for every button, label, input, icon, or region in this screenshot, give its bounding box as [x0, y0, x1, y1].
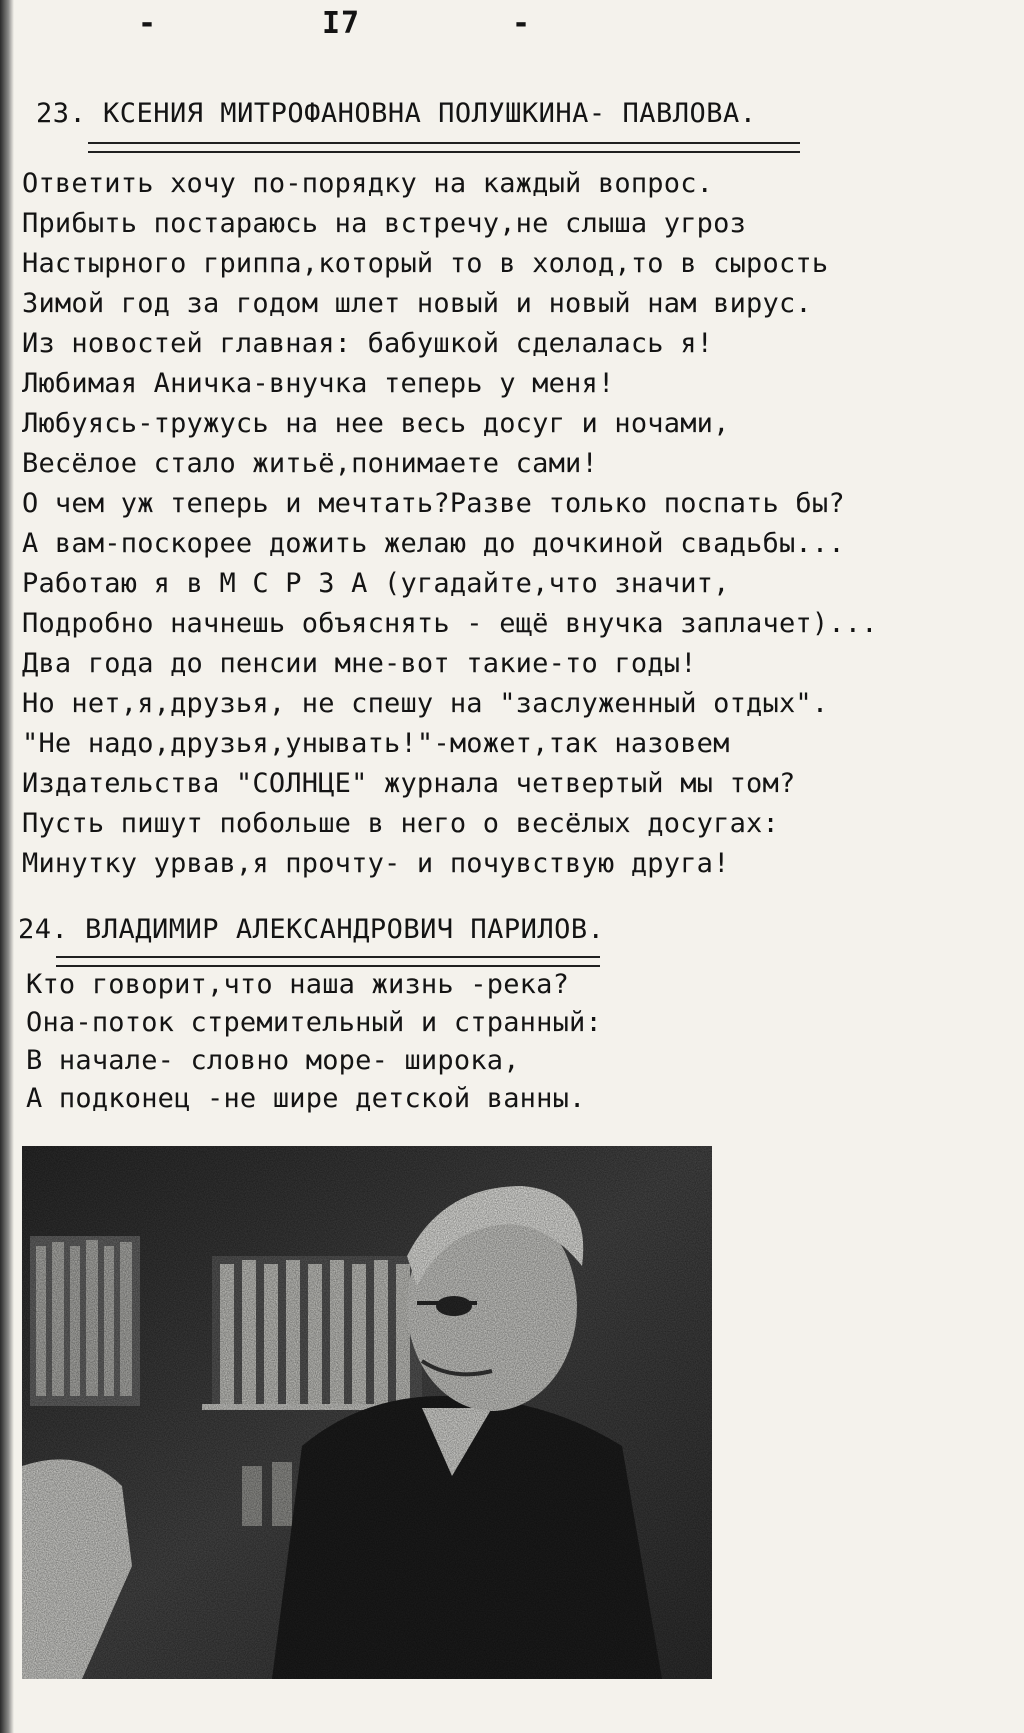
- page-header: [0, 6, 1024, 46]
- poem-24: [26, 966, 602, 1118]
- section-title-23: 23. КСЕНИЯ МИТРОФАНОВНА ПОЛУШКИНА- ПАВЛОВА.: [36, 98, 757, 129]
- poem-line: Работаю я в М С Р З А (угадайте,что значит,: [22, 568, 730, 599]
- poem-line: Весёлое стало житьё,понимаете сами!: [22, 448, 598, 479]
- poem-23: [22, 164, 878, 884]
- poem-line: Любимая Аничка-внучка теперь у меня!: [22, 368, 615, 399]
- header-dash-left: -: [138, 6, 157, 41]
- poem-line: Любуясь-тружусь на нее весь досуг и ночами,: [22, 408, 730, 439]
- binding-edge: [0, 0, 14, 1733]
- poem-line: "Не надо,друзья,унывать!"-может,так назовем: [22, 728, 730, 759]
- page-number: I7: [322, 6, 361, 41]
- poem-line: Настырного гриппа,который то в холод,то в сырость: [22, 248, 829, 279]
- poem-line: А подконец -не шире детской ванны.: [26, 1083, 586, 1114]
- poem-line: В начале- словно море- широка,: [26, 1045, 520, 1076]
- poem-line: Два года до пенсии мне-вот такие-то годы!: [22, 648, 697, 679]
- portrait-photo: [22, 1146, 712, 1679]
- poem-line: Издательства "СОЛНЦЕ" журнала четвертый мы том?: [22, 768, 796, 799]
- poem-line: Подробно начнешь объяснять - ещё внучка заплачет)...: [22, 608, 878, 639]
- poem-line: Зимой год за годом шлет новый и новый нам вирус.: [22, 288, 812, 319]
- header-dash-right: -: [512, 6, 531, 41]
- poem-line: Кто говорит,что наша жизнь -река?: [26, 969, 570, 1000]
- poem-line: Она-поток стремительный и странный:: [26, 1007, 602, 1038]
- poem-line: Пусть пишут побольше в него о весёлых досугах:: [22, 808, 779, 839]
- section-title-24: 24. ВЛАДИМИР АЛЕКСАНДРОВИЧ ПАРИЛОВ.: [18, 914, 605, 945]
- poem-line: Ответить хочу по-порядку на каждый вопрос.: [22, 168, 714, 199]
- poem-line: Но нет,я,друзья, не спешу на "заслуженный отдых".: [22, 688, 829, 719]
- poem-line: О чем уж теперь и мечтать?Разве только поспать бы?: [22, 488, 845, 519]
- poem-line: Прибыть постараюсь на встречу,не слыша угроз: [22, 208, 747, 239]
- poem-line: Минутку урвав,я прочту- и почувствую друга!: [22, 848, 730, 879]
- title-underline-23: [88, 142, 800, 153]
- poem-line: А вам-поскорее дожить желаю до дочкиной свадьбы...: [22, 528, 845, 559]
- poem-line: Из новостей главная: бабушкой сделалась я!: [22, 328, 714, 359]
